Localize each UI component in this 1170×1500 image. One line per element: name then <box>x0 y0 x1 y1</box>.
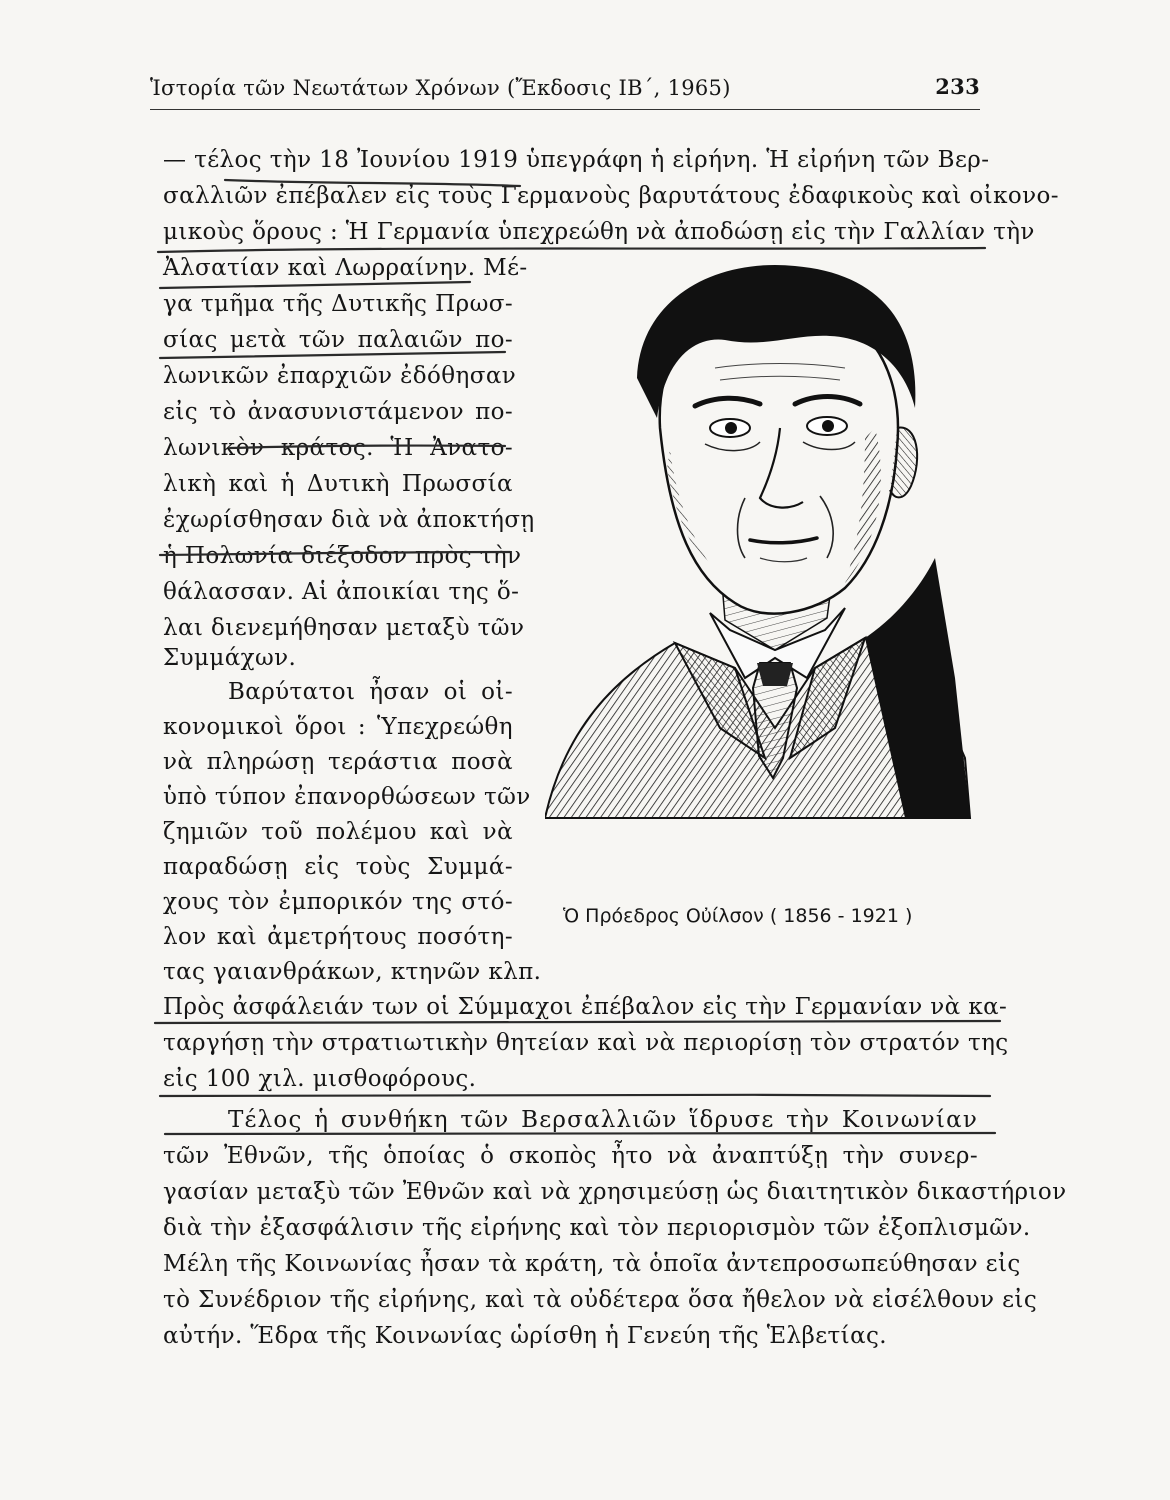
text-line: γα τμῆμα τῆς Δυτικῆς Πρωσ- <box>163 291 513 317</box>
figure-caption: Ὁ Πρόεδρος Οὐίλσον ( 1856 - 1921 ) <box>563 905 913 927</box>
text-line: σαλλιῶν ἐπέβαλεν εἰς τοὺς Γερμανοὺς βαρυτάτους ἐδαφικοὺς καὶ οἰκονο- <box>163 183 1059 209</box>
text-line: εἰς τὸ ἀνασυνιστάμενον πο- <box>163 399 513 425</box>
page-number: 233 <box>935 74 980 99</box>
text-line: λωνικῶν ἐπαρχιῶν ἐδόθησαν <box>163 363 517 389</box>
left-pupil <box>725 422 737 434</box>
text-line: παραδώσῃ εἰς τοὺς Συμμά- <box>163 854 513 880</box>
text-line: Βαρύτατοι ἦσαν οἱ οἰ- <box>228 679 513 705</box>
text-line: θάλασσαν. Αἱ ἀποικίαι της ὅ- <box>163 579 520 605</box>
text-line: λικὴ καὶ ἡ Δυτικὴ Πρωσσία <box>163 471 513 497</box>
text-line: λον καὶ ἀμετρήτους ποσότη- <box>163 924 513 950</box>
tie-knot <box>757 663 793 686</box>
portrait-drawing <box>545 258 985 898</box>
text-line: ὑπὸ τύπον ἐπανορθώσεων τῶν <box>163 784 531 810</box>
text-line: τας γαιανθράκων, κτηνῶν κλπ. <box>163 959 542 985</box>
text-line: Μέλη τῆς Κοινωνίας ἦσαν τὰ κράτη, τὰ ὁποῖα ἀντεπροσωπεύθησαν εἰς <box>163 1251 1021 1277</box>
right-pupil <box>822 420 834 432</box>
text-line: διὰ τὴν ἐξασφάλισιν τῆς εἰρήνης καὶ τὸν περιορισμὸν τῶν ἐξοπλισμῶν. <box>163 1215 1031 1241</box>
text-line: Συμμάχων. <box>163 645 297 671</box>
text-line: τὸ Συνέδριον τῆς εἰρήνης, καὶ τὰ οὐδέτερα ὅσα ἤθελον νὰ εἰσέλθουν εἰς <box>163 1287 1038 1313</box>
text-line: ταργήσῃ τὴν στρατιωτικὴν θητείαν καὶ νὰ περιορίσῃ τὸν στρατόν της <box>163 1030 1009 1056</box>
text-line: μικοὺς ὅρους : Ἡ Γερμανία ὑπεχρεώθη νὰ ἀποδώσῃ εἰς τὴν Γαλλίαν τὴν <box>163 219 1035 245</box>
running-head-title: Ἱστορία τῶν Νεωτάτων Χρόνων (Ἔκδοσις ΙΒ΄, 1965) <box>150 76 731 100</box>
text-line: Τέλος ἡ συνθήκη τῶν Βερσαλλιῶν ἵδρυσε τὴν Κοινωνίαν <box>228 1107 978 1133</box>
text-line: — τέλος τὴν 18 Ἰουνίου 1919 ὑπεγράφη ἡ εἰρήνη. Ἡ εἰρήνη τῶν Βερ- <box>163 147 990 173</box>
text-line: ζημιῶν τοῦ πολέμου καὶ νὰ <box>163 819 513 845</box>
face <box>660 300 898 614</box>
text-line: Πρὸς ἀσφάλειάν των οἱ Σύμμαχοι ἐπέβαλον εἰς τὴν Γερμανίαν νὰ κα- <box>163 994 1008 1020</box>
text-line: λαι διενεμήθησαν μεταξὺ τῶν <box>163 615 525 641</box>
header-rule <box>150 109 980 110</box>
text-line: νὰ πληρώσῃ τεράστια ποσὰ <box>163 749 513 775</box>
text-line: ἡ Πολωνία διέξοδον πρὸς τὴν <box>163 543 522 569</box>
text-line: τῶν Ἐθνῶν, τῆς ὁποίας ὁ σκοπὸς ἦτο νὰ ἀναπτύξῃ τὴν συνερ- <box>163 1143 978 1169</box>
text-line: αὐτήν. Ἕδρα τῆς Κοινωνίας ὡρίσθη ἡ Γενεύη τῆς Ἑλβετίας. <box>163 1323 888 1349</box>
text-line: σίας μετὰ τῶν παλαιῶν πο- <box>163 327 513 353</box>
running-head <box>150 76 980 106</box>
text-line: εἰς 100 χιλ. μισθοφόρους. <box>163 1066 477 1092</box>
text-line: χους τὸν ἐμπορικόν της στό- <box>163 889 513 915</box>
text-line: Ἀλσατίαν καὶ Λωρραίνην. Μέ- <box>163 255 528 281</box>
text-line: λωνικὸν κράτος. Ἡ Ἀνατο- <box>163 435 513 461</box>
text-line: ἐχωρίσθησαν διὰ νὰ ἀποκτήσῃ <box>163 507 535 533</box>
text-line: γασίαν μεταξὺ τῶν Ἐθνῶν καὶ νὰ χρησιμεύσῃ ὡς διαιτητικὸν δικαστήριον <box>163 1179 1067 1205</box>
text-line: κονομικοὶ ὅροι : Ὑπεχρεώθη <box>163 714 513 740</box>
